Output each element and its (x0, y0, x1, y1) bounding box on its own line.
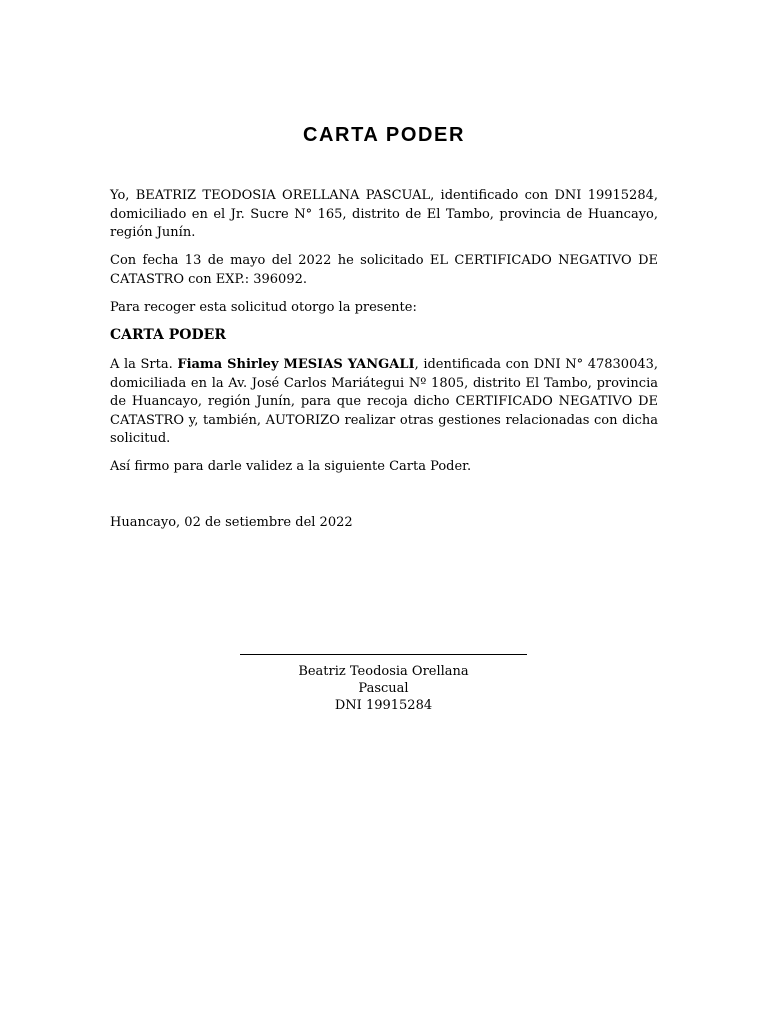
signature-line (240, 654, 527, 655)
document-title: CARTA PODER (302, 124, 466, 146)
attorney-paragraph (110, 356, 658, 449)
attorney-name: Fiama Shirley MESIAS YANGALI (177, 357, 415, 372)
signer-name-line-2: Pascual (358, 681, 409, 696)
attorney-paragraph-details: , identificada con DNI N° 47830043, domiciliada en la Av. José Carlos Mariátegui Nº 1805, distrito El Tambo, provincia de Huancayo, región Junín, para que recoja dicho CERTIFICADO NEGATIVO DE CATASTRO y, también, AUTORIZO realizar otras gestiones relacionadas con dicha solicitud. (110, 357, 659, 446)
validation-paragraph: Así firmo para darle validez a la siguiente Carta Poder. (110, 459, 472, 474)
section-heading: CARTA PODER (110, 327, 226, 343)
place-date: Huancayo, 02 de setiembre del 2022 (110, 515, 353, 530)
signature-block (240, 663, 527, 714)
signer-dni: DNI 19915284 (334, 698, 433, 713)
request-paragraph: Con fecha 13 de mayo del 2022 he solicitado EL CERTIFICADO NEGATIVO DE CATASTRO con EXP.: 396092. (110, 253, 658, 287)
signer-name-line-1: Beatriz Teodosia Orellana (298, 664, 469, 679)
purpose-paragraph: Para recoger esta solicitud otorgo la presente: (110, 300, 417, 315)
grantor-paragraph: Yo, BEATRIZ TEODOSIA ORELLANA PASCUAL, identificado con DNI 19915284, domiciliado en el Jr. Sucre N° 165, distrito de El Tambo, provincia de Huancayo, región Junín. (110, 188, 658, 240)
attorney-paragraph-prefix: A la Srta. (110, 357, 178, 372)
